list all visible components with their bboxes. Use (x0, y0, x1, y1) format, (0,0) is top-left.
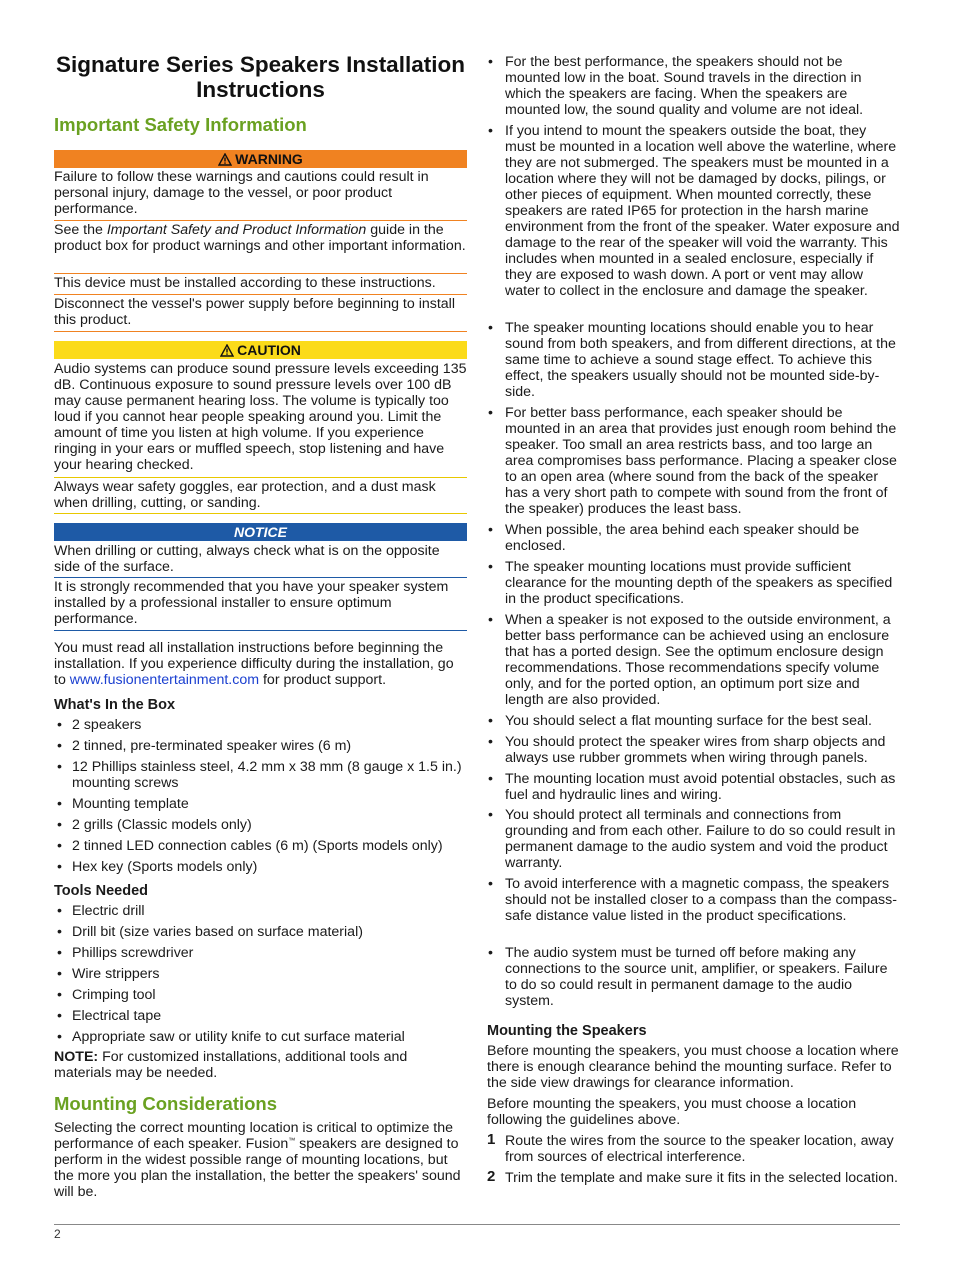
warning-guide-pre: See the (54, 222, 107, 238)
tools-note (54, 1049, 467, 1081)
notice-banner (54, 523, 467, 541)
step-number: 2 (487, 1168, 496, 1185)
guide-title: Important Safety and Product Information (106, 222, 367, 238)
mounting-heading: Mounting Considerations (54, 1093, 278, 1114)
speakers-text-2: Before mounting the speakers, you must choose a location following the guidelines above. (487, 1096, 857, 1128)
caution-text-1: Audio systems can produce sound pressure levels exceeding 135 dB. Continuous exposure to sound pressure levels over 100 dB may cause permanent hearing loss. The volume is typically too loud if you cannot hear people speaking around you. Limit the amount of time you listen at high volume. If you experience ringing in your ears or muffled speech, stop listening and have your hearing checked. (54, 361, 467, 473)
list-item: • Appropriate saw or utility knife to cut surface material (54, 1029, 467, 1045)
list-item: • 2 grills (Classic models only) (54, 817, 467, 833)
safety-heading: Important Safety Information (54, 114, 307, 135)
list-item: • When possible, the area behind each speaker should be enclosed. (487, 522, 900, 554)
trademark-symbol: ™ (288, 1137, 296, 1145)
mounting-intro-pre: Selecting the correct mounting location is critical to optimize the performance of each speaker. Fusion (54, 1120, 454, 1152)
mounting-intro-post: speakers are designed to perform in the widest possible range of mounting locations, but the more you plan the installation, the better the speakers' sound will be. (54, 1136, 461, 1200)
list-item: • 2 tinned, pre-terminated speaker wires (6 m) (54, 738, 467, 754)
warning-text-2: This device must be installed according to these instructions. (54, 275, 436, 291)
divider (54, 577, 467, 578)
list-item: • Wire strippers (54, 966, 467, 982)
tools-list (54, 903, 467, 1045)
speakers-heading: Mounting the Speakers (487, 1023, 647, 1039)
caution-triangle-icon (220, 344, 234, 357)
warning-triangle-icon (218, 153, 232, 166)
list-item: • For better bass performance, each speaker should be mounted in an area that provides just enough room behind the speaker. Too small an area restricts bass, and too large an area compromises bass performance. Placing a speaker close to an open area (where sound from the back of the speaker has a very short path to compete with sound from the front of the speaker) produces the least bass. (487, 405, 900, 517)
list-item: • You should protect the speaker wires from sharp objects and always use rubber grommets when wiring through panels. (487, 734, 900, 766)
warning-text-guide (54, 222, 467, 254)
warning-banner (54, 150, 467, 168)
box-list (54, 717, 467, 875)
page-number: 2 (54, 1227, 61, 1241)
list-item: • To avoid interference with a magnetic compass, the speakers should not be installed closer to a compass than the compass-safe distance value listed in the product specifications. (487, 876, 900, 924)
list-item: • The audio system must be turned off before making any connections to the source unit, amplifier, or speakers. Failure to do so could result in permanent damage to the audio system. (487, 945, 900, 1009)
divider (54, 630, 467, 631)
step-number: 1 (487, 1131, 496, 1148)
speakers-text-1: Before mounting the speakers, you must choose a location where there is enough clearance behind the mounting surface. Refer to the side view drawings for clearance information. (487, 1043, 899, 1091)
list-item: • 2 speakers (54, 717, 467, 733)
list-item: • You should protect all terminals and connections from grounding and from each other. Failure to do so could result in permanent damage to the audio system and void the product warranty. (487, 807, 900, 871)
warning-guide-post: guide in the product box for product warnings and other important information. (54, 222, 466, 254)
list-item: • 2 tinned LED connection cables (6 m) (Sports models only) (54, 838, 467, 854)
list-item: • When a speaker is not exposed to the outside environment, a better bass performance can be achieved using an enclosure that has a ported design. See the optimum enclosure design recommendations. Those recommendations specify volume only, and for the ported option, an optimum port size and length are also provided. (487, 612, 900, 708)
divider (54, 273, 467, 274)
box-heading: What's In the Box (54, 697, 176, 713)
intro-pre: You must read all installation instructions before beginning the installation. If you experience difficulty during the installation, go to (54, 640, 454, 688)
note-label: NOTE: (54, 1049, 99, 1065)
list-item: • For the best performance, the speakers should not be mounted low in the boat. Sound travels in the direction in which the speakers are facing. When the speakers are mounted low, the sound quality and volume are not ideal. (487, 54, 900, 118)
list-item: • Crimping tool (54, 987, 467, 1003)
divider (54, 220, 467, 221)
warning-text-1: Failure to follow these warnings and cautions could result in personal injury, damage to the vessel, or poor product performance. (54, 169, 429, 217)
caution-banner (54, 341, 467, 359)
list-item: • Electrical tape (54, 1008, 467, 1024)
warning-text-3: Disconnect the vessel's power supply before beginning to install this product. (54, 296, 455, 328)
divider (54, 331, 467, 332)
tools-heading: Tools Needed (54, 883, 148, 899)
divider (54, 513, 467, 514)
list-item: • If you intend to mount the speakers outside the boat, they must be mounted in a location well above the waterline, where they are not submerged. The speakers must be mounted in a location where they will not be damaged by docks, pilings, or other pieces of equipment. When mounted correctly, these speakers are rated IP65 for protection in the harsh marine environment from the front of the speaker. Water exposure and damage to the rear of the speaker will void the warranty. This includes when mounted in a sealed enclosure, especially if they are exposed to wash down. A port or vent may allow water to collect in the enclosure and damage the speaker. (487, 123, 900, 299)
footer-divider (54, 1224, 900, 1225)
support-link[interactable]: www.fusionentertainment.com (69, 672, 260, 688)
divider (54, 294, 467, 295)
step-text: Trim the template and make sure it fits in the selected location. (505, 1170, 898, 1186)
mounting-intro (54, 1120, 467, 1200)
intro-post: for product support. (259, 672, 387, 688)
list-item: • The speaker mounting locations must provide sufficient clearance for the mounting depth of the speakers as specified in the product specifications. (487, 559, 900, 607)
caution-label: CAUTION (237, 342, 301, 358)
step-2 (487, 1170, 900, 1186)
note-text: For customized installations, additional tools and materials may be needed. (54, 1049, 408, 1081)
list-item: • Electric drill (54, 903, 467, 919)
intro-paragraph (54, 640, 467, 688)
list-item: • Mounting template (54, 796, 467, 812)
notice-label: NOTICE (234, 524, 287, 540)
list-item: • Drill bit (size varies based on surface material) (54, 924, 467, 940)
notice-text-1: When drilling or cutting, always check what is on the opposite side of the surface. (54, 543, 440, 575)
list-item: • Hex key (Sports models only) (54, 859, 467, 875)
warning-label: WARNING (235, 151, 303, 167)
list-item: • 12 Phillips stainless steel, 4.2 mm x 38 mm (8 gauge x 1.5 in.) mounting screws (54, 759, 467, 791)
step-1 (487, 1133, 900, 1165)
step-text: Route the wires from the source to the speaker location, away from sources of electrical interference. (505, 1133, 894, 1165)
list-item: • Phillips screwdriver (54, 945, 467, 961)
list-item: • You should select a flat mounting surface for the best seal. (487, 713, 900, 729)
list-item: • The speaker mounting locations should enable you to hear sound from both speakers, and from different directions, at the same time to achieve a sound stage effect. To achieve this effect, the speakers usually should not be mounted side-by-side. (487, 320, 900, 400)
page-title: Signature Series Speakers Installation Instructions (56, 52, 465, 102)
divider (54, 477, 467, 478)
list-item: • The mounting location must avoid potential obstacles, such as fuel and hydraulic lines and wiring. (487, 771, 900, 803)
caution-text-2: Always wear safety goggles, ear protection, and a dust mask when drilling, cutting, or sanding. (54, 479, 436, 511)
notice-text-2: It is strongly recommended that you have your speaker system installed by a professional installer to ensure optimum performance. (54, 579, 449, 627)
